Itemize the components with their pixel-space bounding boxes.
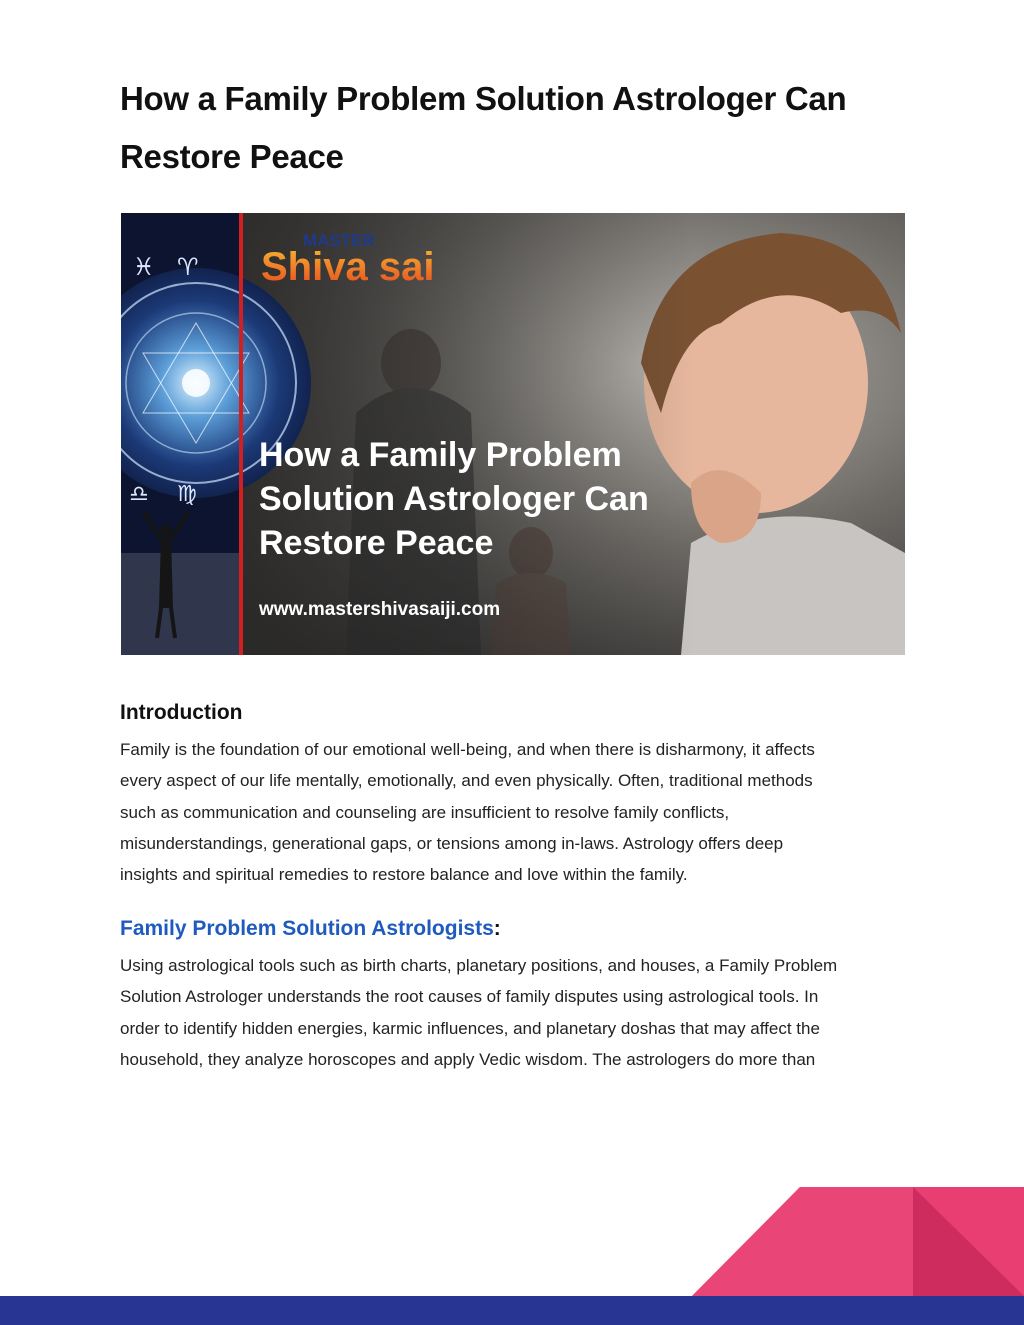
astrologists-paragraph: Using astrological tools such as birth charts, planetary positions, and houses, a Family Problem Solution Astrologer understands the root causes of family disputes using astrological tools. In order to identify hidden energies, karmic influences, and planetary doshas that may affect the household, they analyze horoscopes and apply Vedic wisdom. The astrologers do more than — [120, 956, 838, 1069]
section-heading-introduction: Introduction — [120, 701, 243, 724]
svg-text:MASTER: MASTER — [303, 231, 375, 250]
footer-bar — [0, 1296, 1024, 1325]
banner-website: www.mastershivasaiji.com — [259, 599, 501, 620]
page-title: How a Family Problem Solution Astrologer Can Restore Peace — [120, 80, 847, 175]
introduction-paragraph: Family is the foundation of our emotional well-being, and when there is disharmony, it affects every aspect of our life mentally, emotionally, and even physically. Often, traditional methods such as communication and counseling are insufficient to resolve family conflicts, misunderstandings, generational gaps, or tensions among in-laws. Astrology offers deep insights and spiritual remedies to restore balance and love within the family. — [120, 740, 815, 885]
virgo-icon: ♍ — [177, 482, 197, 507]
svg-text:Solution Astrologer Can: Solution Astrologer Can — [259, 480, 649, 518]
svg-text:How a Family Problem: How a Family Problem — [259, 436, 622, 474]
svg-text:Shiva sai: Shiva sai — [261, 245, 435, 289]
section-heading-astrologists: Family Problem Solution Astrologists: — [120, 917, 501, 940]
libra-icon: ♎ — [129, 482, 149, 507]
pisces-icon: ♓ — [133, 253, 155, 281]
aries-icon: ♈ — [177, 253, 199, 281]
astrologists-link[interactable]: Family Problem Solution Astrologists — [120, 917, 494, 940]
svg-text:Restore Peace: Restore Peace — [259, 524, 494, 562]
